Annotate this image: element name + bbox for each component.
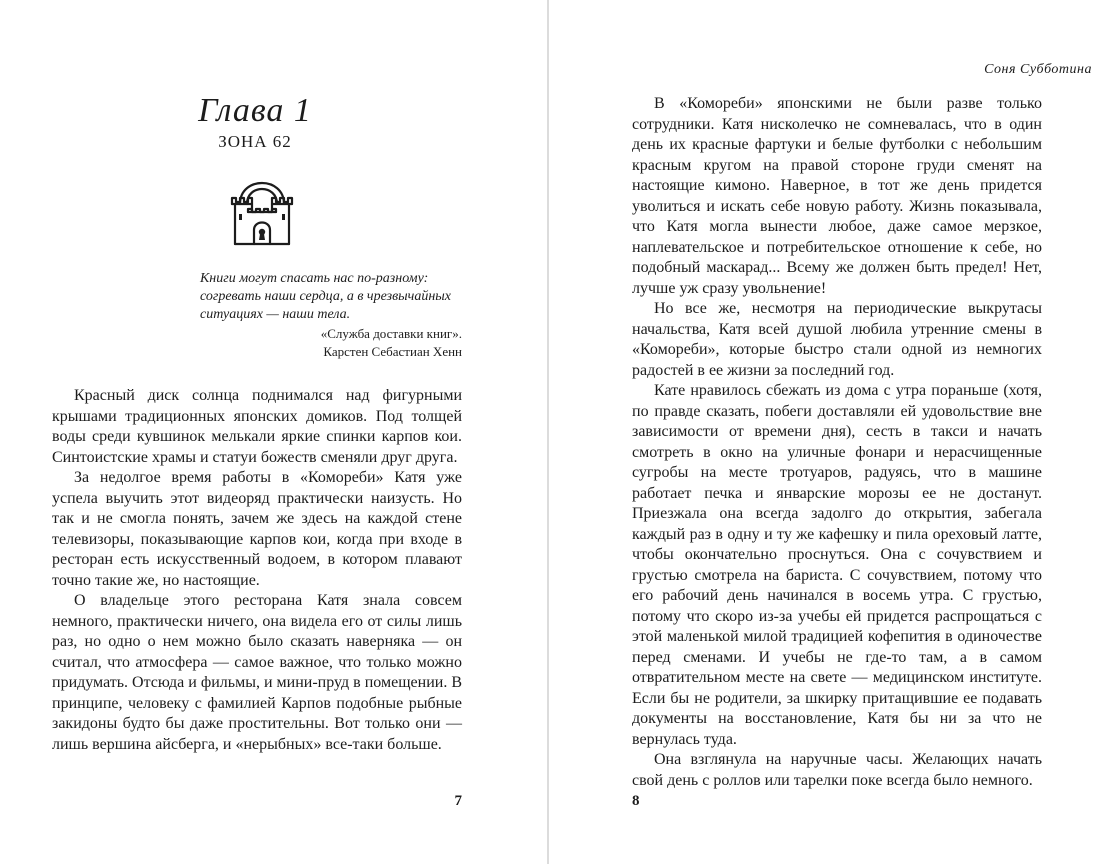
paragraph: Красный диск солнца поднимался над фигурными крышами традиционных японских домиков. Под толщей воды среди кувшинок мелькали яркие спинки карпов кои. Синтоистские храмы и статуи божеств сменяли друг друга. bbox=[52, 387, 462, 466]
paragraph: Кате нравилось сбежать из дома с утра пораньше (хотя, по правде сказать, побеги доставляли ей удовольствие вне зависимости от времени дня), сесть в такси и начать смотреть в окно на уличные фонари и нерасчищенные сугробы на месте тротуаров, радуясь, что в машине работает печка и январские морозы ее не достанут. Приезжала она всегда задолго до открытия, забегала каждый раз в одну и ту же кафешку и пила ореховый латте, чтобы окончательно проснуться. Она с сочувствием и грустью смотрела на бариста. С сочувствием, потому что его рабочий день начинался в восемь утра. С грустью, потому что скоро из-за учебы ей придется распрощаться с этой маленькой милой традицией кофепития в одиночестве перед сменами. И учебы не где-то там, а в самом отвратительном месте на свете — медицинском институте. Если бы не родители, за шкирку притащившие ее подавать документы на восстановление, Катя бы ни за что не вернулась туда. bbox=[632, 382, 1042, 748]
left-body-text bbox=[52, 386, 462, 755]
left-page bbox=[0, 0, 547, 864]
chapter-subtitle: ЗОНА 62 bbox=[218, 132, 292, 151]
right-page bbox=[549, 0, 1097, 864]
epigraph: Книги могут спасать нас по-разному: согревать наши сердца, а в чрезвычайных ситуациях — наши тела. bbox=[200, 271, 451, 322]
page-number-left: 7 bbox=[454, 793, 462, 809]
paragraph: Но все же, несмотря на периодические выкрутасы начальства, Катя всей душой любила утренние смены в «Комореби», которые быстро стали одной из немногих радостей в ее жизни за последний год. bbox=[632, 300, 1042, 379]
paragraph: В «Комореби» японскими не были разве только сотрудники. Катя нисколечко не сомневалась, что в один день их красные фартуки и белые футболки с небольшим красным кругом на правой стороне груди сменят на настоящие кимоно. Наверное, в тот же день придется уволиться и искать себе новую работу. Жизнь показывала, что Катя могла вынести любое, даже самое мерзкое, наплевательское и потребительское отношение к себе, но подобный маскарад... Всему же должен быть предел! Нет, лучше уж сразу увольнение! bbox=[632, 95, 1042, 297]
epigraph-source-title: «Служба доставки книг». bbox=[320, 326, 462, 341]
epigraph-source bbox=[200, 325, 462, 361]
running-head: Соня Субботина bbox=[984, 62, 1092, 77]
paragraph: О владельце этого ресторана Катя знала совсем немного, практически ничего, она видела его от силы лишь раз, но одно о нем можно было сказать наверняка — он считал, что атмосфера — самое важное, что только можно придумать. Отсюда и фильмы, и мини-пруд в помещении. В принципе, человеку с фамилией Карпов подобные рыбные закидоны будто бы даже простительны. Вот только они — лишь вершина айсберга, и «нерыбных» все-таки больше. bbox=[52, 592, 462, 753]
epigraph-source-author: Карстен Себастиан Хенн bbox=[323, 344, 462, 359]
page-number-right: 8 bbox=[632, 793, 640, 809]
paragraph: Она взглянула на наручные часы. Желающих начать свой день с роллов или тарелки поке всегда было немного. bbox=[632, 751, 1042, 789]
castle-gate-icon bbox=[226, 168, 298, 248]
chapter-title: Глава 1 bbox=[198, 92, 312, 129]
paragraph: За недолгое время работы в «Комореби» Катя уже успела выучить этот видеоряд практически наизусть. Но так и не смогла понять, зачем же здесь на каждой стене телевизоры, показывающие карпов кои, когда при входе в ресторан есть искусственный водоем, в котором плавают точно такие же, но настоящие. bbox=[52, 469, 462, 589]
right-body-text bbox=[632, 94, 1042, 791]
